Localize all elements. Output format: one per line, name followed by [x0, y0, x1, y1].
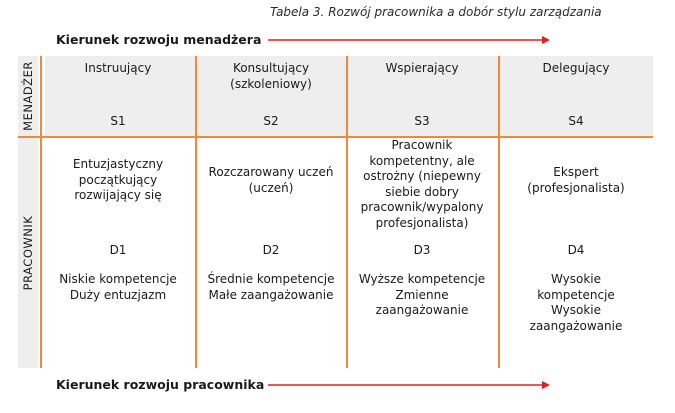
level-description: Rozczarowany uczeń (uczeń): [208, 165, 334, 195]
style-code: S1: [110, 114, 126, 128]
employee-side-label: PRACOWNIK: [21, 215, 35, 291]
manager-direction-label: Kierunek rozwoju menadżera: [56, 32, 262, 47]
level-traits: Wyższe kompetencje Zmienne zaangażowanie: [358, 272, 486, 317]
style-code: S4: [568, 114, 584, 128]
style-name: Instruujący: [84, 61, 152, 75]
style-name: Delegujący: [542, 61, 610, 75]
grid-line-col-3: [346, 56, 348, 368]
grid-line-header-separator: [18, 136, 653, 138]
grid-line-col-2: [195, 56, 197, 368]
level-code: D1: [109, 243, 127, 257]
style-name: Konsultujący (szkoleniowy): [230, 61, 312, 91]
manager-side-label: MENADŻER: [21, 61, 35, 131]
level-code: D3: [413, 243, 431, 257]
level-description: Entuzjastyczny początkujący rozwijający się: [72, 157, 164, 202]
level-traits: Wysokie kompetencje Wysokie zaangażowanie: [529, 272, 623, 333]
level-traits: Średnie kompetencje Małe zaangażowanie: [207, 272, 335, 302]
grid-line-col-4: [498, 56, 500, 368]
level-traits: Niskie kompetencje Duży entuzjazm: [59, 272, 177, 302]
employee-direction-arrow-icon: [268, 379, 550, 391]
level-description: Pracownik kompetentny, ale ostrożny (niepewny siebie dobry pracownik/wypalony profesjonalista): [360, 138, 484, 230]
level-code: D2: [262, 243, 280, 257]
style-code: S2: [263, 114, 279, 128]
level-code: D4: [567, 243, 585, 257]
grid-line-left: [40, 56, 42, 368]
employee-direction-label: Kierunek rozwoju pracownika: [56, 377, 265, 392]
table-caption: Tabela 3. Rozwój pracownika a dobór stylu zarządzania: [270, 5, 602, 19]
level-description: Ekspert (profesjonalista): [527, 165, 625, 195]
manager-direction-arrow-icon: [268, 34, 550, 46]
style-name: Wspierający: [385, 61, 459, 75]
style-code: S3: [414, 114, 430, 128]
